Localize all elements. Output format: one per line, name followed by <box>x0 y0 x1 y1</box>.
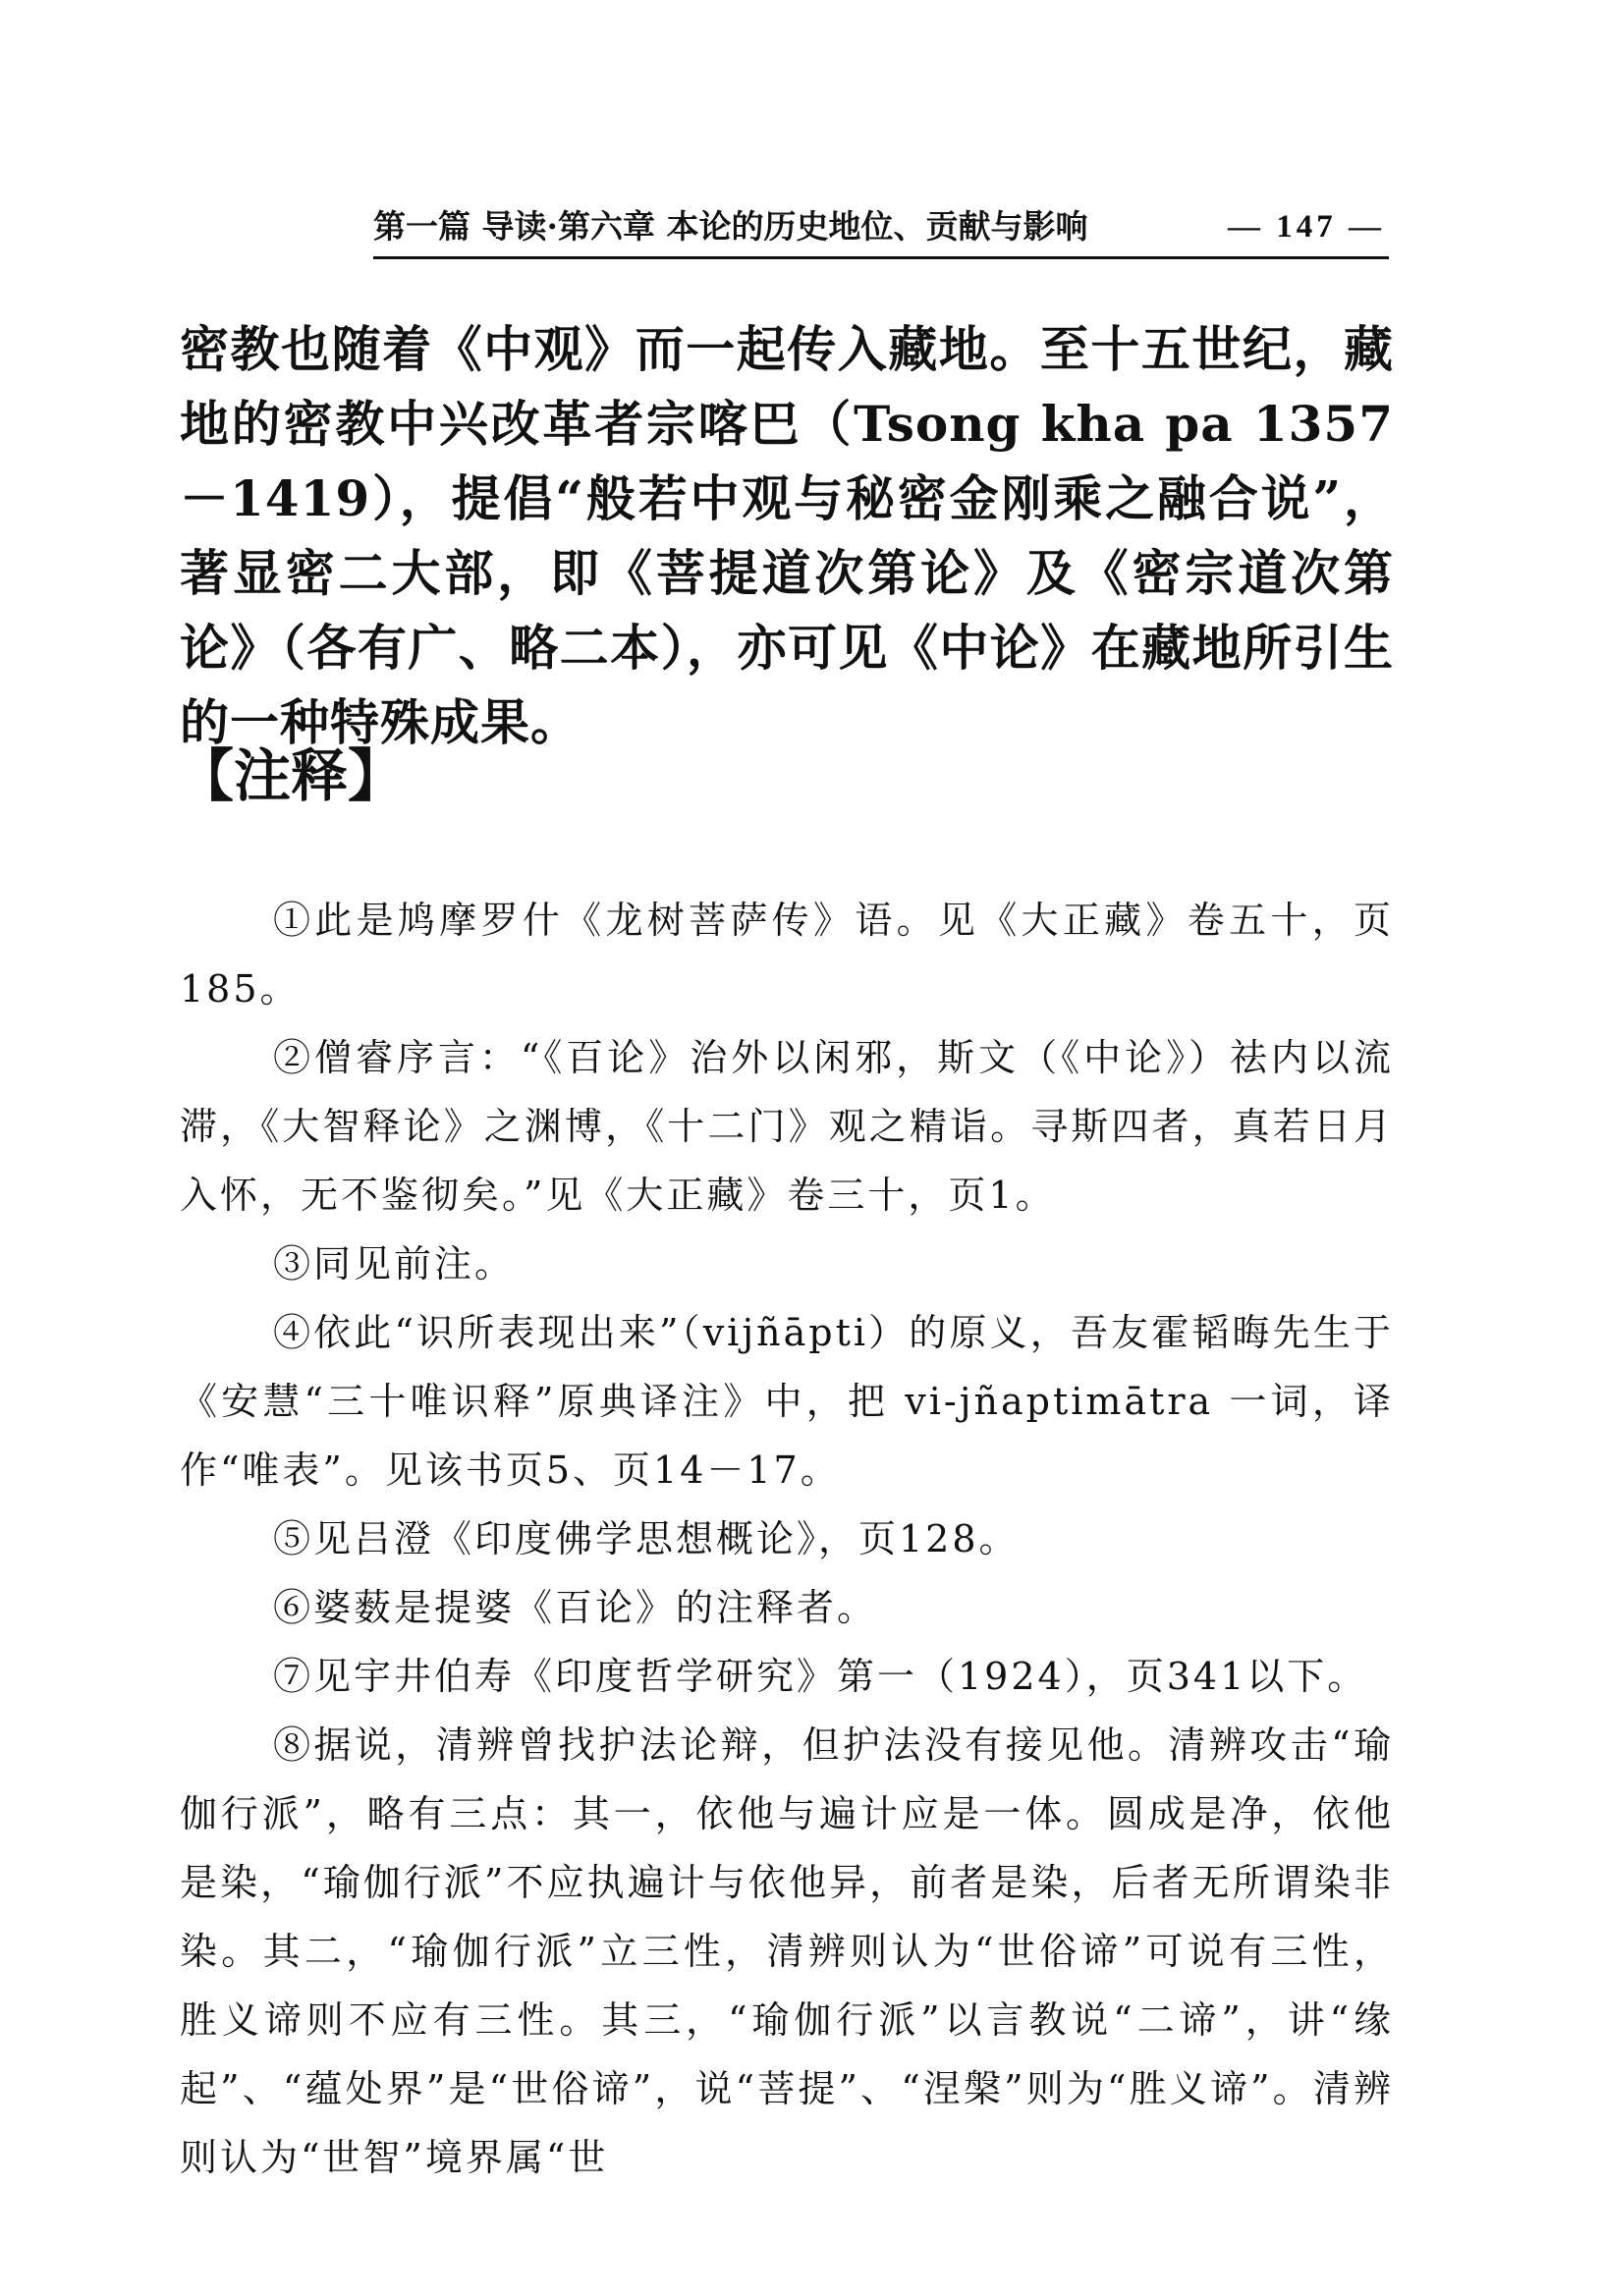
note-8: ⑧据说，清辨曾找护法论辩，但护法没有接见他。清辨攻击“瑜伽行派”，略有三点：其一，依他与遍计应是一体。圆成是净，依他是染，“瑜伽行派”不应执遍计与依他异，前者是染，后者无所谓染非染。其二，“瑜伽行派”立三性，清辨则认为“世俗谛”可说有三性，胜义谛则不应有三性。其三，“瑜伽行派”以言教说“二谛”，讲“缘起”、“蕴处界”是“世俗谛”，说“菩提”、“涅槃”则为“胜义谛”。清辨则认为“世智”境界属“世 <box>180 1723 1394 2179</box>
header-title: 第一篇 导读·第六章 本论的历史地位、贡献与影响 <box>373 207 1088 246</box>
note-7: ⑦见宇井伯寿《印度哲学研究》第一（1924），页341以下。 <box>273 1655 1368 1698</box>
notes-list <box>180 886 1394 2192</box>
notes-heading: 【注释】 <box>177 742 406 809</box>
note-3: ③同见前注。 <box>273 1242 516 1285</box>
note-5: ⑤见吕澄《印度佛学思想概论》，页128。 <box>273 1517 1020 1560</box>
note-2: ②僧睿序言：“《百论》治外以闲邪，斯文（《中论》）祛内以流滞，《大智释论》之渊博，《十二门》观之精诣。寻斯四者，真若日月入怀，无不鉴彻矣。”见《大正藏》卷三十，页1。 <box>180 1036 1394 1217</box>
note-4: ④依此“识所表现出来”（vijñāpti）的原义，吾友霍韬晦先生于《安慧“三十唯识释”原典译注》中，把 vi-jñaptimātra 一词，译作“唯表”。见该书页5、页14－17。 <box>180 1311 1394 1492</box>
page-number: — 147 — <box>1228 209 1385 245</box>
running-header <box>373 208 1389 259</box>
body-paragraph: 密教也随着《中观》而一起传入藏地。至十五世纪，藏地的密教中兴改革者宗喀巴（Tsong kha pa 1357－1419），提倡“般若中观与秘密金刚乘之融合说”，著显密二大部，即《菩提道次第论》及《密宗道次第论》（各有广、略二本），亦可见《中论》在藏地所引生的一种特殊成果。 <box>180 320 1394 751</box>
note-6: ⑥婆薮是提婆《百论》的注释者。 <box>273 1586 878 1629</box>
note-1: ①此是鸠摩罗什《龙树菩萨传》语。见《大正藏》卷五十，页185。 <box>180 899 1394 1011</box>
